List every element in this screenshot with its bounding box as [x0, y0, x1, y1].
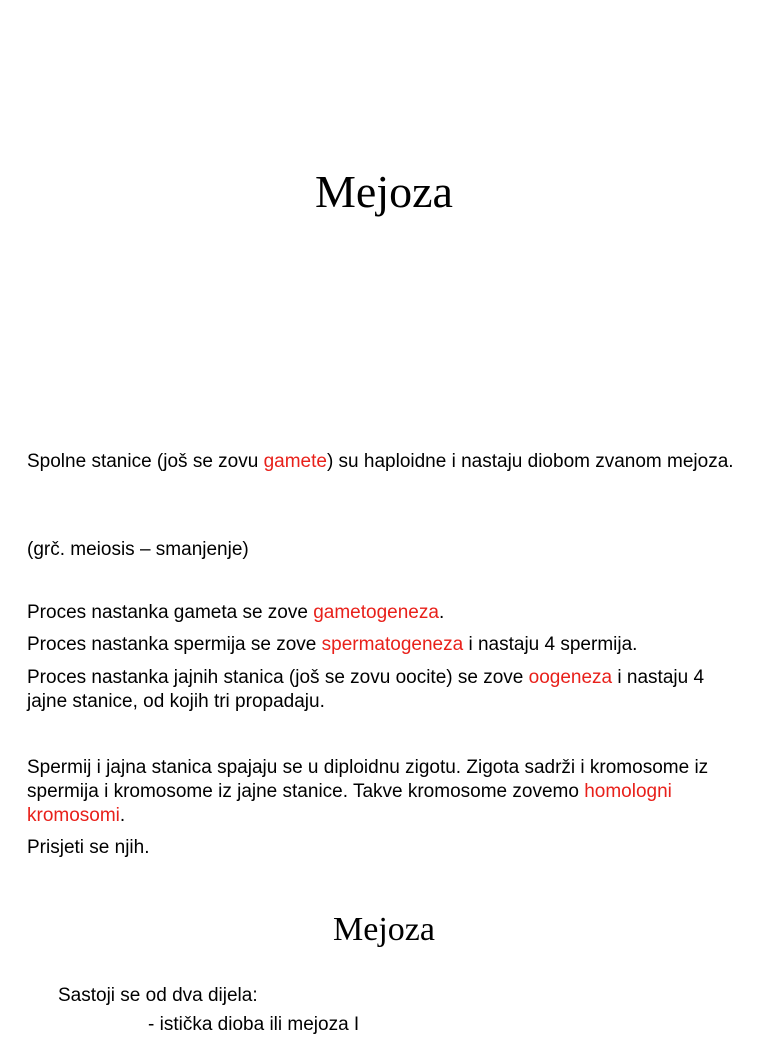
- paragraph-meiosis-etymology: (grč. meiosis – smanjenje): [27, 539, 249, 560]
- paragraph-oogeneza: [27, 666, 747, 714]
- term-homologni-kromosomi: homologni kromosomi: [27, 781, 672, 826]
- term-oogeneza: oogeneza: [528, 667, 613, 688]
- paragraph-gametogeneza: [27, 601, 747, 625]
- slide-title-mejoza: Mejoza: [315, 166, 453, 217]
- paragraph-gamete-text-a: Spolne stanice (još se zovu: [27, 451, 264, 472]
- term-spermatogeneza: spermatogeneza: [321, 634, 464, 655]
- slide-title-mejoza-2: Mejoza: [333, 911, 435, 948]
- paragraph-gamete-text-b: ) su haploidne i nastaju diobom zvanom mejoza.: [326, 451, 734, 472]
- paragraph-gametogeneza-text-a: Proces nastanka gameta se zove: [27, 602, 314, 623]
- term-gametogeneza: gametogeneza: [313, 602, 439, 623]
- paragraph-oogeneza-text-b: i nastaju 4 jajne stanice, od kojih tri propadaju.: [27, 667, 705, 712]
- paragraph-spermatogeneza: [27, 633, 747, 657]
- paragraph-zigota-text-b: .: [119, 805, 126, 826]
- paragraph-gamete: [27, 450, 747, 474]
- slide3-intro-line: Sastoji se od dva dijela:: [58, 985, 258, 1006]
- paragraph-prisjeti: Prisjeti se njih.: [27, 837, 150, 858]
- paragraph-oogeneza-text-a: Proces nastanka jajnih stanica (još se zovu oocite) se zove: [27, 667, 529, 688]
- paragraph-spermatogeneza-text-b: i nastaju 4 spermija.: [463, 634, 638, 655]
- slide3-list-item-cut: - istička dioba ili mejoza I: [148, 1014, 360, 1035]
- paragraph-gametogeneza-text-b: .: [438, 602, 445, 623]
- paragraph-zigota-text-a: Spermij i jajna stanica spajaju se u diploidnu zigotu. Zigota sadrži i kromosome iz spermija i kromosome iz jajne stanice. Takve kromosome zovemo: [27, 757, 709, 802]
- paragraph-spermatogeneza-text-a: Proces nastanka spermija se zove: [27, 634, 322, 655]
- term-gamete: gamete: [263, 451, 327, 472]
- paragraph-zigota: [27, 756, 747, 828]
